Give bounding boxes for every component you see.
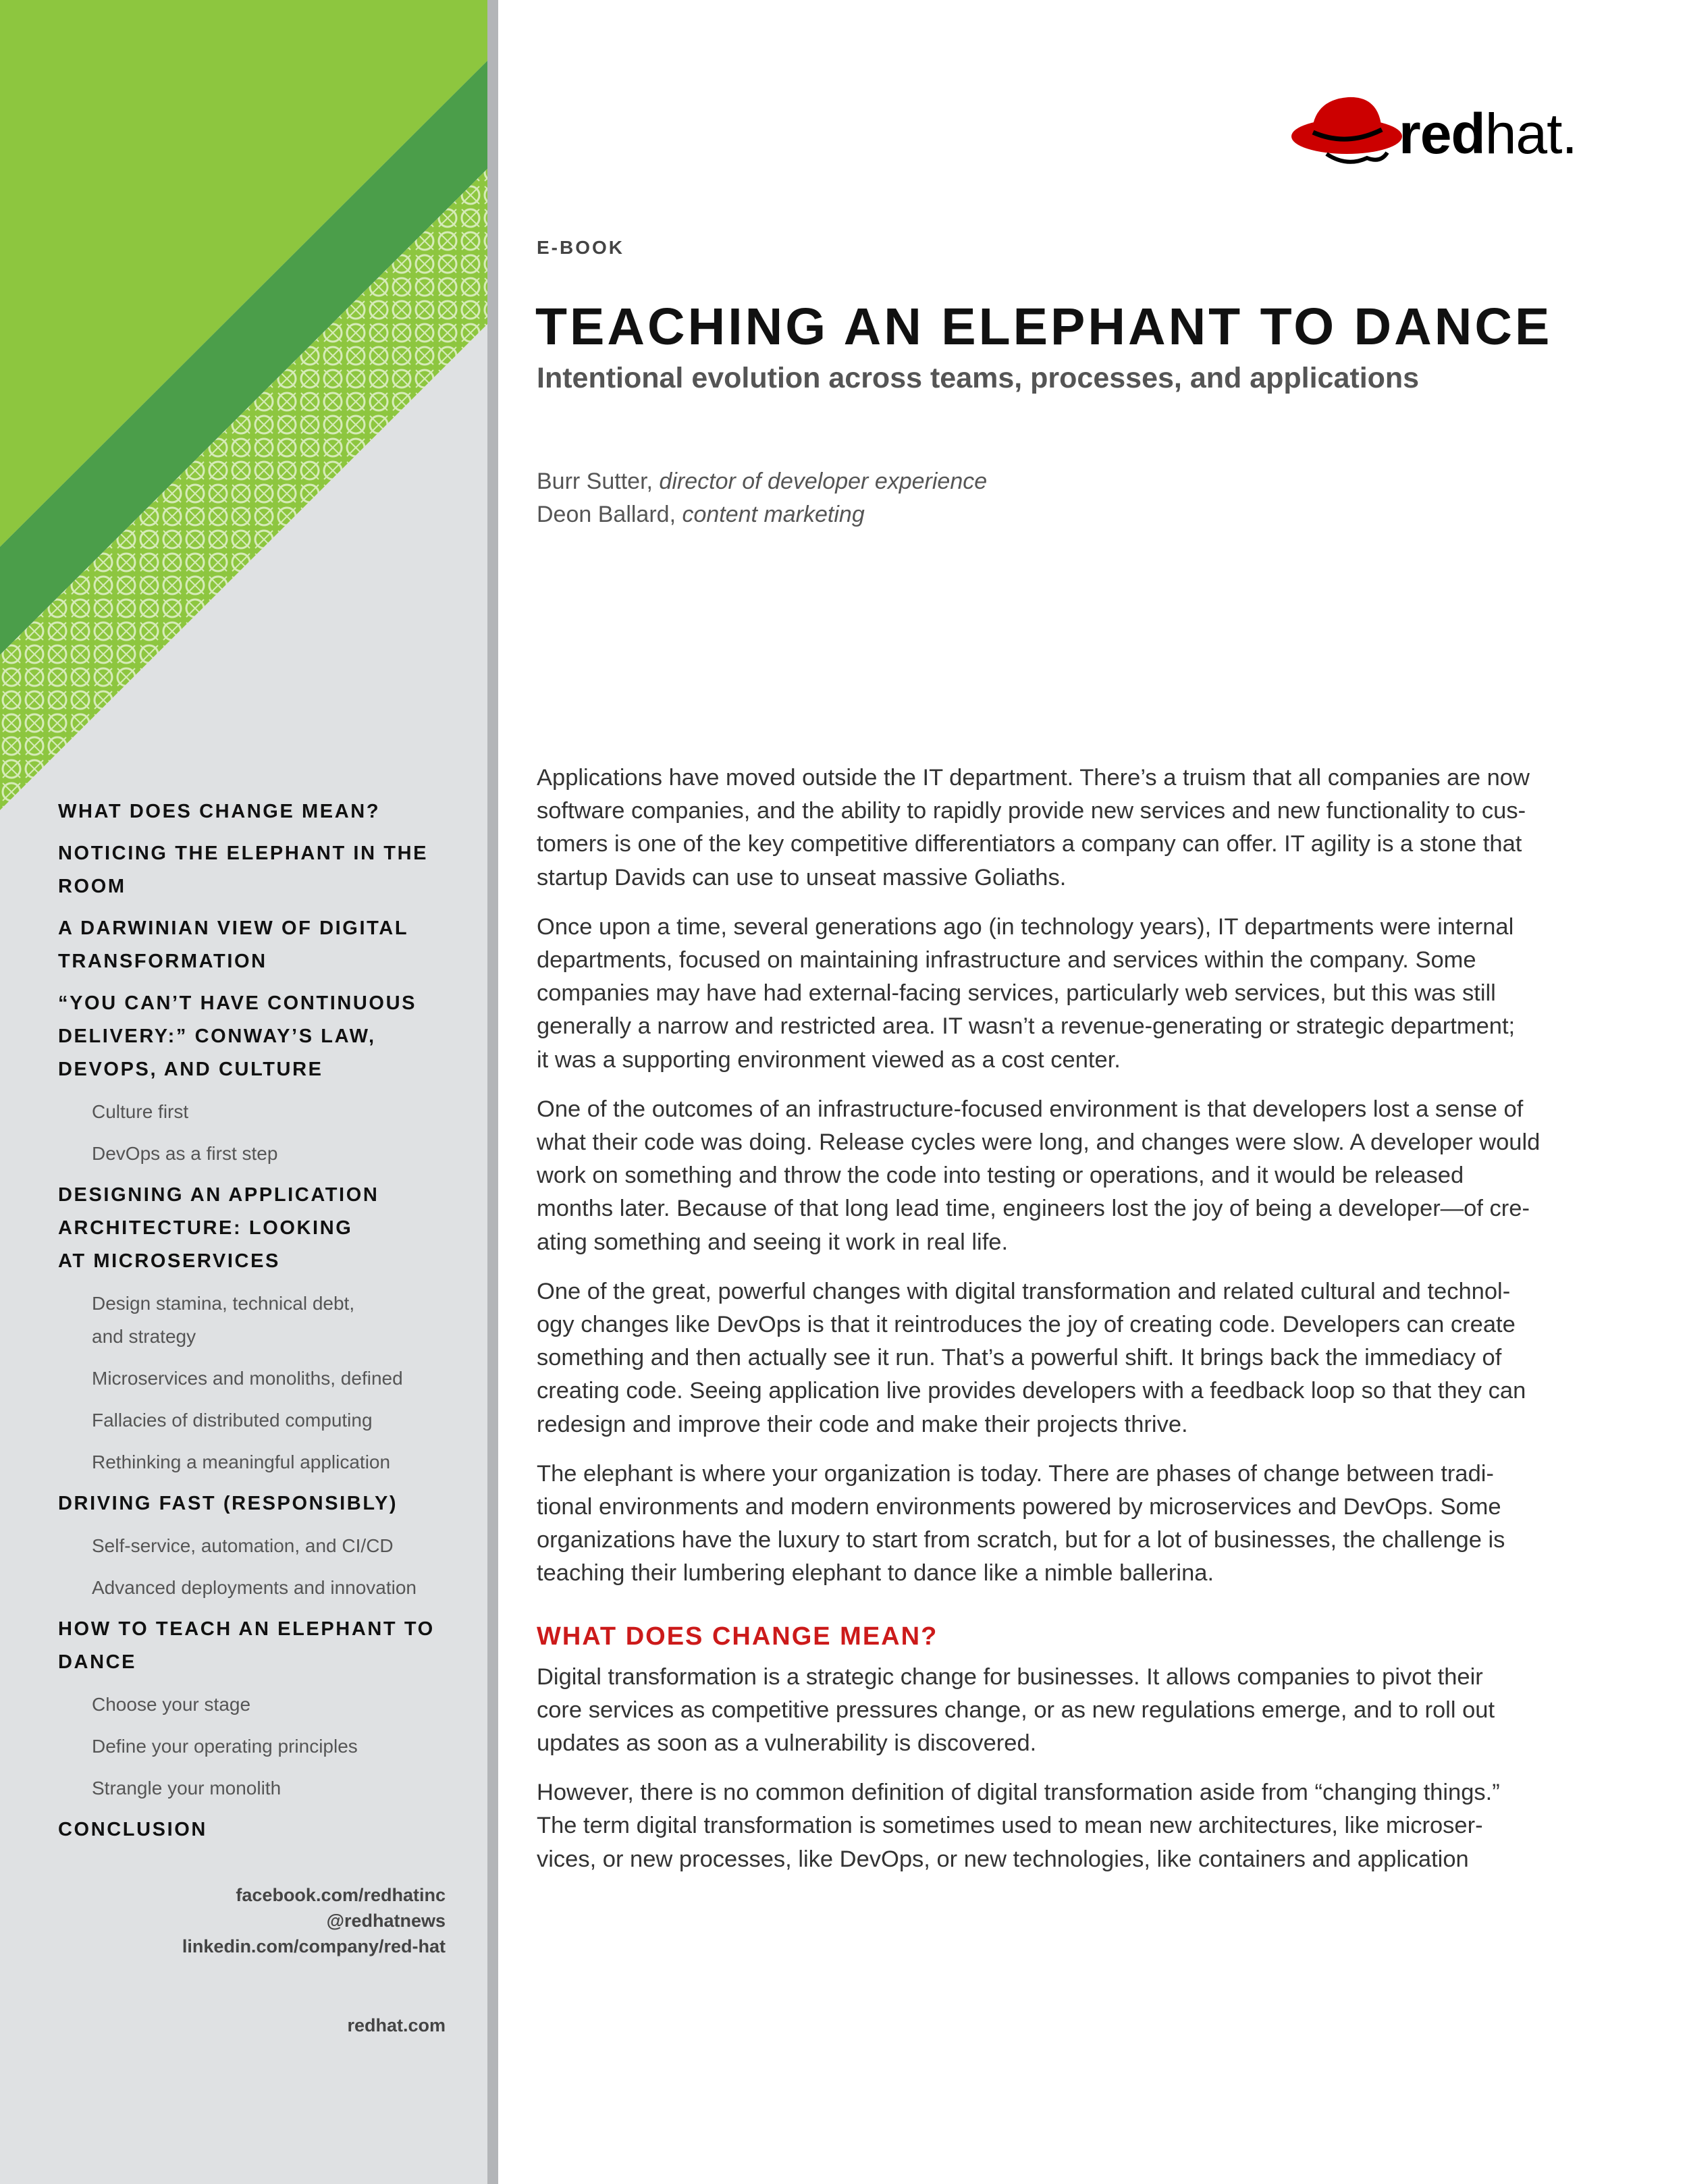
text-line: However, there is no common definition of digital transformation aside from “changing things.” <box>537 1780 1500 1806</box>
toc-item-line: Advanced deployments and innovation <box>92 1577 417 1598</box>
text-line: core services as competitive pressures change, or as new regulations emerge, and to roll out <box>537 1697 1495 1723</box>
paragraph <box>537 762 1576 895</box>
text-line: organizations have the luxury to start from scratch, but for a lot of businesses, the challenge is <box>537 1527 1505 1553</box>
toc-item[interactable] <box>58 1487 477 1520</box>
toc-item-line: DRIVING FAST (RESPONSIBLY) <box>58 1493 398 1514</box>
text-line: something and then actually see it run. That’s a powerful shift. It brings back the immediacy of <box>537 1345 1502 1371</box>
text-line: ating something and seeing it work in real life. <box>537 1229 1009 1255</box>
text-line: software companies, and the ability to rapidly provide new services and new functionality to cus- <box>537 798 1526 824</box>
document-type-label: E-BOOK <box>537 237 624 258</box>
author-line: Burr Sutter, director of developer experience <box>537 469 988 494</box>
toc-item[interactable] <box>58 1287 477 1353</box>
toc-item[interactable] <box>58 1772 477 1805</box>
paragraph <box>537 1776 1576 1876</box>
text-line: ogy changes like DevOps is that it reintroduces the joy of creating code. Developers can create <box>537 1312 1516 1338</box>
toc-item-line: DevOps as a first step <box>92 1143 278 1164</box>
toc-item-line: TRANSFORMATION <box>58 951 267 972</box>
text-line: Applications have moved outside the IT department. There’s a truism that all companies are now <box>537 765 1530 791</box>
text-line: generally a narrow and restricted area. IT wasn’t a revenue-generating or strategic department; <box>537 1013 1516 1040</box>
toc-item-line: DEVOPS, AND CULTURE <box>58 1059 323 1080</box>
intro-section <box>537 762 1576 1591</box>
toc-item[interactable] <box>58 1688 477 1721</box>
text-line: departments, focused on maintaining infrastructure and services within the company. Some <box>537 947 1476 974</box>
author-line: Deon Ballard, content marketing <box>537 502 865 527</box>
toc-item[interactable] <box>58 1404 477 1437</box>
section-body <box>537 1661 1576 1876</box>
paragraph <box>537 1661 1576 1761</box>
toc-item-line: Culture first <box>92 1101 189 1122</box>
paragraph <box>537 911 1576 1077</box>
toc-item-line: DELIVERY:” CONWAY’S LAW, <box>58 1026 376 1047</box>
toc-item[interactable] <box>58 1179 477 1278</box>
body-text <box>537 762 1576 1892</box>
toc-item[interactable] <box>58 987 477 1086</box>
toc-item-line: CONCLUSION <box>58 1819 207 1840</box>
text-line: it was a supporting environment viewed as a cost center. <box>537 1046 1121 1073</box>
toc-item-line: Fallacies of distributed computing <box>92 1410 373 1431</box>
text-line: companies may have had external-facing services, particularly web services, but this was still <box>537 980 1496 1007</box>
toc-item-line: Microservices and monoliths, defined <box>92 1368 403 1389</box>
document-title: TEACHING AN ELEPHANT TO DANCE <box>535 298 1553 356</box>
toc-item-line: AT MICROSERVICES <box>58 1250 280 1272</box>
text-line: what their code was doing. Release cycles were long, and changes were slow. A developer would <box>537 1129 1541 1156</box>
paragraph <box>537 1275 1576 1441</box>
toc-item-line: Self-service, automation, and CI/CD <box>92 1535 394 1556</box>
toc-item[interactable] <box>58 1362 477 1395</box>
text-line: months later. Because of that long lead time, engineers lost the joy of being a developer—of cre- <box>537 1196 1530 1222</box>
text-line: Once upon a time, several generations ago (in technology years), IT departments were internal <box>537 913 1514 940</box>
text-line: teaching their lumbering elephant to dance like a nimble ballerina. <box>537 1560 1214 1587</box>
toc-item-line: and strategy <box>92 1326 196 1347</box>
toc-item-line: DESIGNING AN APPLICATION <box>58 1184 379 1206</box>
redhat-wordmark: redhat. <box>1399 102 1577 165</box>
toc-item[interactable] <box>58 837 477 903</box>
text-line: The elephant is where your organization is today. There are phases of change between tradi- <box>537 1460 1494 1487</box>
toc-item[interactable] <box>58 1445 477 1479</box>
text-line: redesign and improve their code and make their projects thrive. <box>537 1411 1188 1437</box>
text-line: work on something and throw the code into testing or operations, and it would be released <box>537 1163 1464 1189</box>
text-line: tomers is one of the key competitive differentiators a company can offer. IT agility is a stone that <box>537 831 1522 857</box>
text-line: vices, or new processes, like DevOps, or new technologies, like containers and application <box>537 1846 1469 1872</box>
toc-item-line: Design stamina, technical debt, <box>92 1293 355 1314</box>
toc-item[interactable] <box>58 1571 477 1604</box>
text-line: updates as soon as a vulnerability is discovered. <box>537 1730 1037 1757</box>
toc-item[interactable] <box>58 1529 477 1562</box>
toc-item-line: WHAT DOES CHANGE MEAN? <box>58 801 381 822</box>
toc-item-line: A DARWINIAN VIEW OF DIGITAL <box>58 917 409 939</box>
toc-item[interactable] <box>58 1613 477 1679</box>
sidebar-divider <box>487 0 498 2184</box>
section-heading: WHAT DOES CHANGE MEAN? <box>537 1622 938 1651</box>
toc-item-line: NOTICING THE ELEPHANT IN THE ROOM <box>58 843 429 897</box>
twitter-link[interactable]: @redhatnews <box>326 1911 446 1931</box>
toc-item-line: “YOU CAN’T HAVE CONTINUOUS <box>58 992 417 1014</box>
toc-item-line: Define your operating principles <box>92 1736 358 1757</box>
text-line: Digital transformation is a strategic change for businesses. It allows companies to pivot their <box>537 1663 1483 1690</box>
table-of-contents <box>58 795 477 1855</box>
linkedin-link[interactable]: linkedin.com/company/red-hat <box>182 1936 446 1956</box>
text-line: creating code. Seeing application live provides developers with a feedback loop so that they can <box>537 1378 1526 1404</box>
text-line: One of the great, powerful changes with digital transformation and related cultural and technol- <box>537 1278 1511 1304</box>
toc-item-line: Choose your stage <box>92 1694 251 1715</box>
paragraph <box>537 1093 1576 1259</box>
text-line: The term digital transformation is sometimes used to mean new architectures, like microser- <box>537 1813 1483 1839</box>
document-subtitle: Intentional evolution across teams, processes, and applications <box>537 362 1420 394</box>
toc-item[interactable] <box>58 1813 477 1846</box>
social-links <box>68 1882 446 1959</box>
sidebar <box>0 0 487 2184</box>
paragraph <box>537 1458 1576 1591</box>
toc-item-line: Strangle your monolith <box>92 1778 282 1799</box>
sidebar-graphic <box>0 0 487 810</box>
toc-item[interactable] <box>58 1137 477 1170</box>
text-line: One of the outcomes of an infrastructure-focused environment is that developers lost a sense of <box>537 1096 1524 1122</box>
website-link[interactable]: redhat.com <box>347 2015 446 2035</box>
text-line: startup Davids can use to unseat massive Goliaths. <box>537 864 1067 890</box>
toc-item-line: Rethinking a meaningful application <box>92 1451 391 1472</box>
toc-item[interactable] <box>58 1095 477 1128</box>
text-line: tional environments and modern environments powered by microservices and DevOps. Some <box>537 1494 1501 1520</box>
toc-item-line: HOW TO TEACH AN ELEPHANT TO DANCE <box>58 1618 435 1673</box>
toc-item-line: ARCHITECTURE: LOOKING <box>58 1217 353 1239</box>
toc-item[interactable] <box>58 912 477 978</box>
toc-item[interactable] <box>58 795 477 828</box>
toc-item[interactable] <box>58 1730 477 1763</box>
facebook-link[interactable]: facebook.com/redhatinc <box>236 1885 446 1905</box>
